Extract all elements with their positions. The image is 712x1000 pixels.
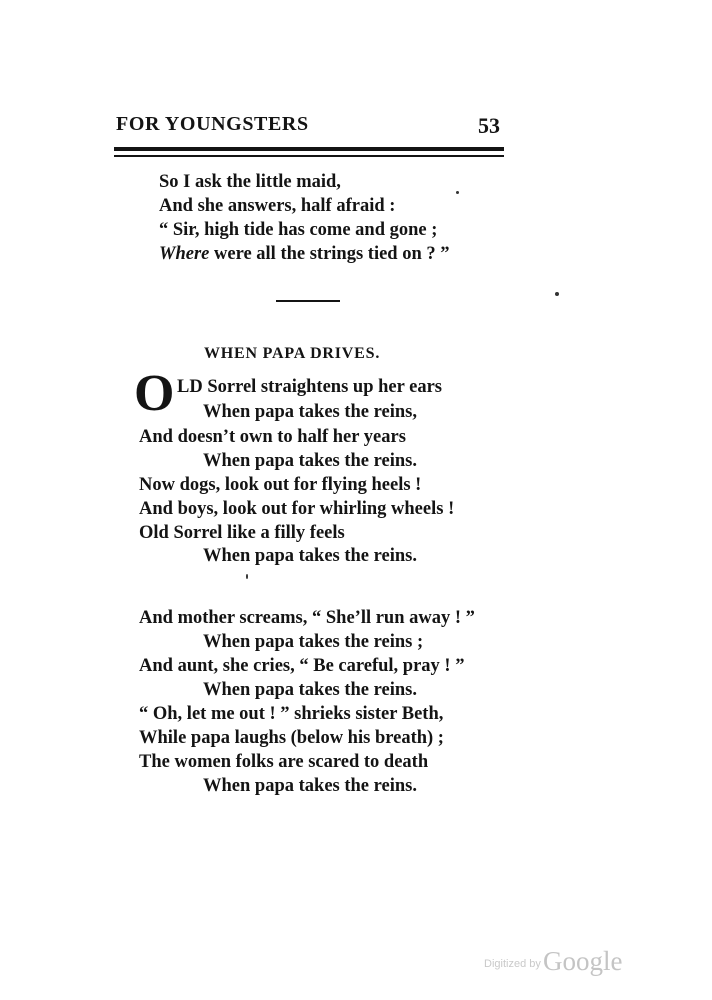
verse-line: When papa takes the reins ; [203,632,424,652]
verse-line: And she answers, half afraid : [159,196,396,216]
poem-title: WHEN PAPA DRIVES. [204,345,381,362]
verse-line: And mother screams, “ She’ll run away ! ” [139,608,475,628]
verse-line: LD Sorrel straightens up her ears [177,377,442,397]
drop-cap: O [134,365,175,422]
verse-line: The women folks are scared to death [139,752,429,772]
running-title: FOR YOUNGSTERS [116,113,309,135]
verse-line: When papa takes the reins. [203,546,417,566]
verse-line: When papa takes the reins. [203,680,417,700]
scan-speck [246,574,248,579]
verse-line: When papa takes the reins, [203,402,417,422]
verse-line: While papa laughs (below his breath) ; [139,728,444,748]
verse-line: And boys, look out for whirling wheels ! [139,499,455,519]
section-separator [276,300,340,302]
verse-line: And aunt, she cries, “ Be careful, pray ! ” [139,656,465,676]
header-rule-thick [114,147,504,151]
verse-line: And doesn’t own to half her years [139,427,406,447]
verse-line: When papa takes the reins. [203,776,417,796]
header-rule-thin [114,155,504,157]
page-number: 53 [478,113,500,138]
verse-line: Old Sorrel like a filly feels [139,523,345,543]
verse-line: So I ask the little maid, [159,172,341,192]
verse-line: “ Oh, let me out ! ” shrieks sister Beth, [139,704,444,724]
scan-speck [456,191,459,194]
verse-line-rest: were all the strings tied on ? ” [209,244,450,264]
verse-line: When papa takes the reins. [203,451,417,471]
verse-line: Now dogs, look out for flying heels ! [139,475,422,495]
watermark-brand: Google [543,946,623,976]
emphasized-word: Where [159,244,210,264]
verse-line: “ Sir, high tide has come and gone ; [159,220,438,240]
scan-speck [555,292,559,296]
watermark-prefix: Digitized by [484,958,541,970]
verse-line [159,245,450,264]
